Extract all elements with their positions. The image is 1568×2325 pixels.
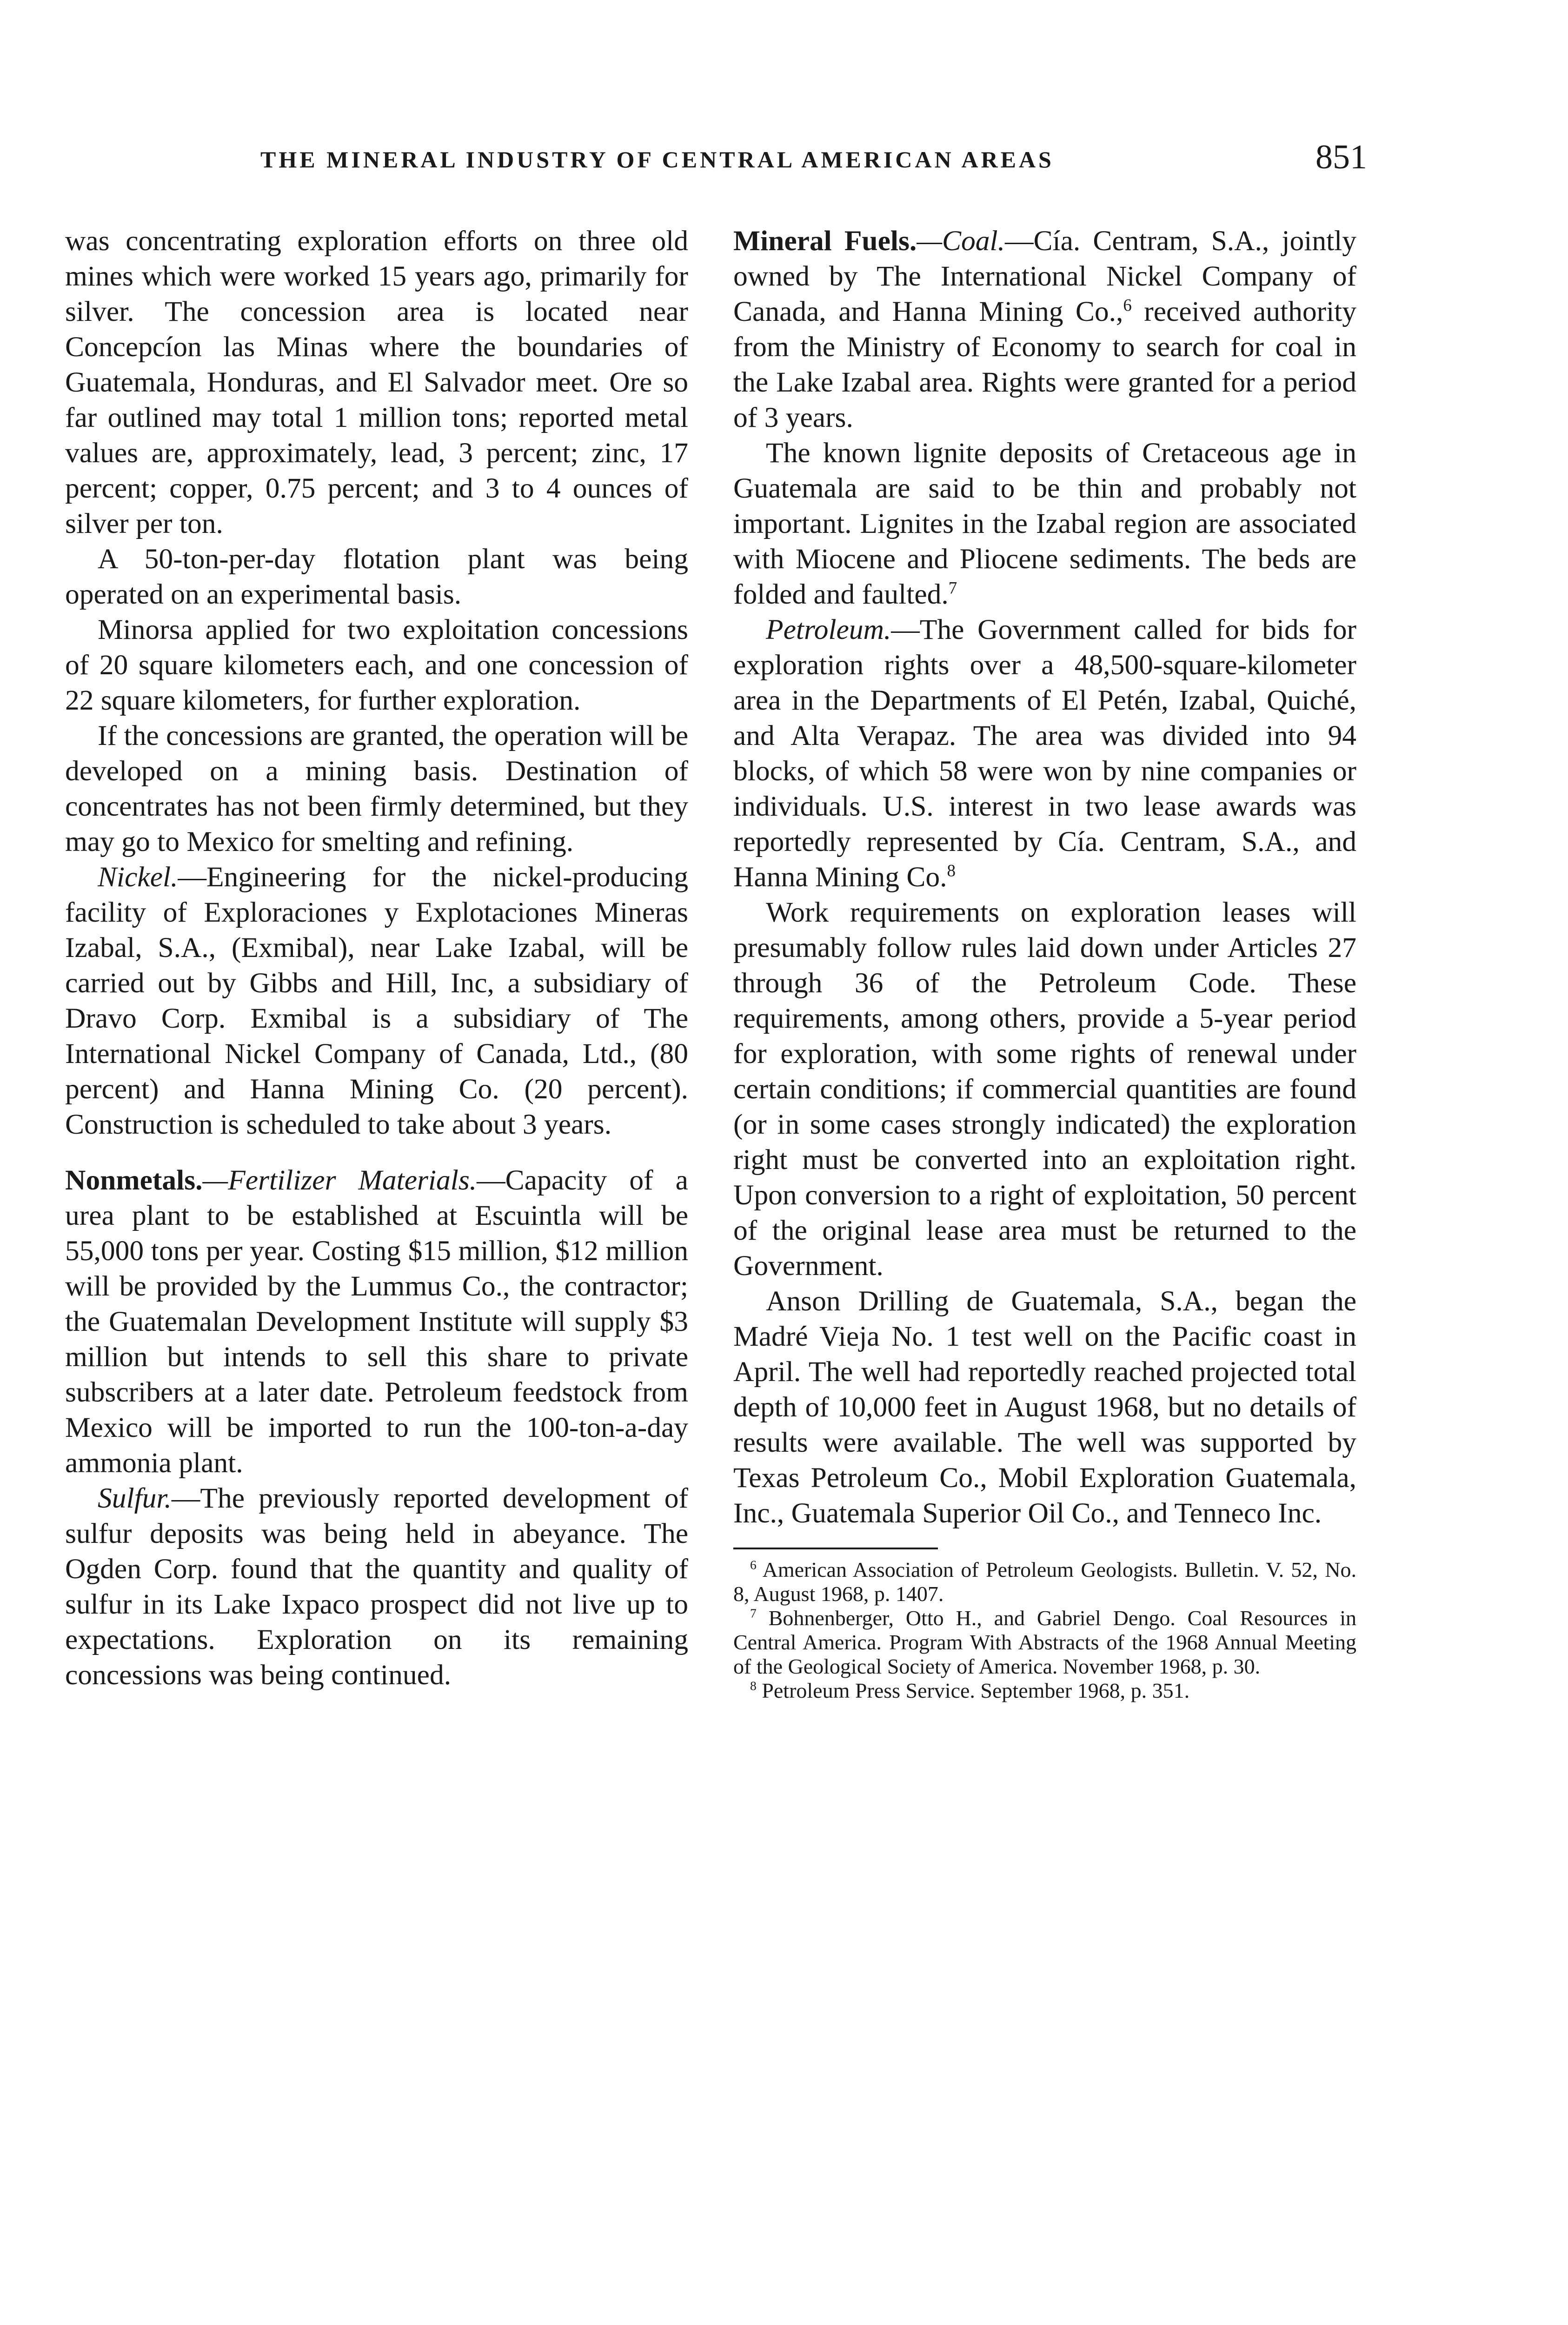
paragraph-flotation-plant: A 50-ton-per-day flotation plant was being operated on an experimental basis.	[65, 543, 688, 610]
sulfur-heading: Sulfur.	[98, 1482, 172, 1514]
left-column	[65, 223, 688, 1693]
coal-text-b: received authority from the Ministry of Economy to search for coal in the Lake Izabal area. Rights were granted for a period of 3 years.	[733, 296, 1356, 433]
right-column	[733, 223, 1356, 1703]
page-number: 851	[1316, 138, 1367, 176]
paragraph-coal	[733, 223, 1356, 435]
footnote-ref-6: 6	[1123, 295, 1132, 315]
petroleum-text: —The Government called for bids for exploration rights over a 48,500-square-kilometer area in the Departments of El Petén, Izabal, Quiché, and Alta Verapaz. The area was divided into 94 blocks, of which 58 were won by nine companies or individuals. U.S. interest in two lease awards was reportedly represented by Cía. Centram, S.A., and Hanna Mining Co.	[733, 614, 1356, 893]
fertilizer-heading: —Fertilizer Materials.	[202, 1164, 477, 1196]
footnote-ref-7: 7	[948, 578, 957, 598]
paragraph-minorsa: Minorsa applied for two exploitation concessions of 20 square kilometers each, and one concession of 22 square kilometers, for further exploration.	[65, 614, 688, 716]
footnote-number: 6	[750, 1557, 757, 1572]
paragraph-concessions-granted: If the concessions are granted, the operation will be developed on a mining basis. Destination of concentrates has not been firmly determined, but they may go to Mexico for smelting and refining.	[65, 720, 688, 857]
page-header	[65, 138, 1367, 193]
footnote-ref-8: 8	[947, 861, 956, 880]
footnotes	[733, 1558, 1356, 1703]
fertilizer-text: —Capacity of a urea plant to be established at Escuintla will be 55,000 tons per year. Costing $15 million, $12 million will be provided by the Lummus Co., the contractor; the Guatemalan Development Institute will supply $3 million but intends to sell this share to private subscribers at a later date. Petroleum feedstock from Mexico will be imported to run the 100-ton-a-day ammonia plant.	[65, 1164, 688, 1479]
paragraph-sulfur	[65, 1481, 688, 1693]
footnote-number: 7	[750, 1606, 757, 1621]
footnote-6	[733, 1558, 1356, 1606]
nickel-heading: Nickel.	[98, 861, 178, 893]
paragraph-nonmetals	[65, 1162, 688, 1481]
paragraph-concession: was concentrating exploration efforts on three old mines which were worked 15 years ago, primarily for silver. The concession area is located near Concepcíon las Minas where the boundaries of Guatemala, Honduras, and El Salvador meet. Ore so far outlined may total 1 million tons; reported metal values are, approximately, lead, 3 percent; zinc, 17 percent; copper, 0.75 percent; and 3 to 4 ounces of silver per ton.	[65, 225, 688, 539]
footnote-text: Petroleum Press Service. September 1968, p. 351.	[756, 1679, 1190, 1702]
paragraph-anson-drilling: Anson Drilling de Guatemala, S.A., began the Madré Vieja No. 1 test well on the Pacific coast in April. The well had reportedly reached projected total depth of 10,000 feet in August 1968, but no details of results were available. The well was supported by Texas Petroleum Co., Mobil Exploration Guatemala, Inc., Guatemala Superior Oil Co., and Tenneco Inc.	[733, 1285, 1356, 1529]
footnote-rule	[733, 1548, 938, 1549]
footnote-7	[733, 1606, 1356, 1679]
footnote-8	[733, 1679, 1356, 1703]
footnote-text: Bohnenberger, Otto H., and Gabriel Dengo. Coal Resources in Central America. Program With Abstracts of the 1968 Annual Meeting of the Geological Society of America. November 1968, p. 30.	[733, 1606, 1356, 1678]
petroleum-heading: Petroleum.	[766, 614, 891, 645]
paragraph-petroleum	[733, 612, 1356, 895]
nonmetals-heading: Nonmetals.	[65, 1164, 203, 1196]
lignite-text: The known lignite deposits of Cretaceous age in Guatemala are said to be thin and probably not important. Lignites in the Izabal region are associated with Miocene and Pliocene sediments. The beds are folded and faulted.	[733, 437, 1356, 610]
coal-text-a: —Cía. Centram, S.A., jointly owned by The International Nickel Company of Canada, and Hanna Mining Co.,	[733, 225, 1356, 327]
paragraph-lignite	[733, 435, 1356, 612]
paragraph-nickel	[65, 859, 688, 1142]
nickel-text: —Engineering for the nickel-producing facility of Exploraciones y Explotaciones Mineras Izabal, S.A., (Exmibal), near Lake Izabal, will be carried out by Gibbs and Hill, Inc, a subsidiary of Dravo Corp. Exmibal is a subsidiary of The International Nickel Company of Canada, Ltd., (80 percent) and Hanna Mining Co. (20 percent). Construction is scheduled to take about 3 years.	[65, 861, 688, 1140]
footnote-number: 8	[750, 1678, 757, 1693]
running-title: THE MINERAL INDUSTRY OF CENTRAL AMERICAN AREAS	[260, 146, 1054, 173]
footnote-text: American Association of Petroleum Geologists. Bulletin. V. 52, No. 8, August 1968, p. 1407.	[733, 1558, 1356, 1606]
mineral-fuels-heading: Mineral Fuels.	[733, 225, 917, 257]
paragraph-work-requirements: Work requirements on exploration leases will presumably follow rules laid down under Articles 27 through 36 of the Petroleum Code. These requirements, among others, provide a 5-year period for exploration, with some rights of renewal under certain conditions; if commercial quantities are found (or in some cases strongly indicated) the exploration right must be converted into an exploitation right. Upon conversion to a right of exploitation, 50 percent of the original lease area must be returned to the Government.	[733, 897, 1356, 1282]
sulfur-text: —The previously reported development of sulfur deposits was being held in abeyance. The Ogden Corp. found that the quantity and quality of sulfur in its Lake Ixpaco prospect did not live up to expectations. Exploration on its remaining concessions was being continued.	[65, 1482, 688, 1691]
coal-heading: —Coal.	[917, 225, 1005, 257]
